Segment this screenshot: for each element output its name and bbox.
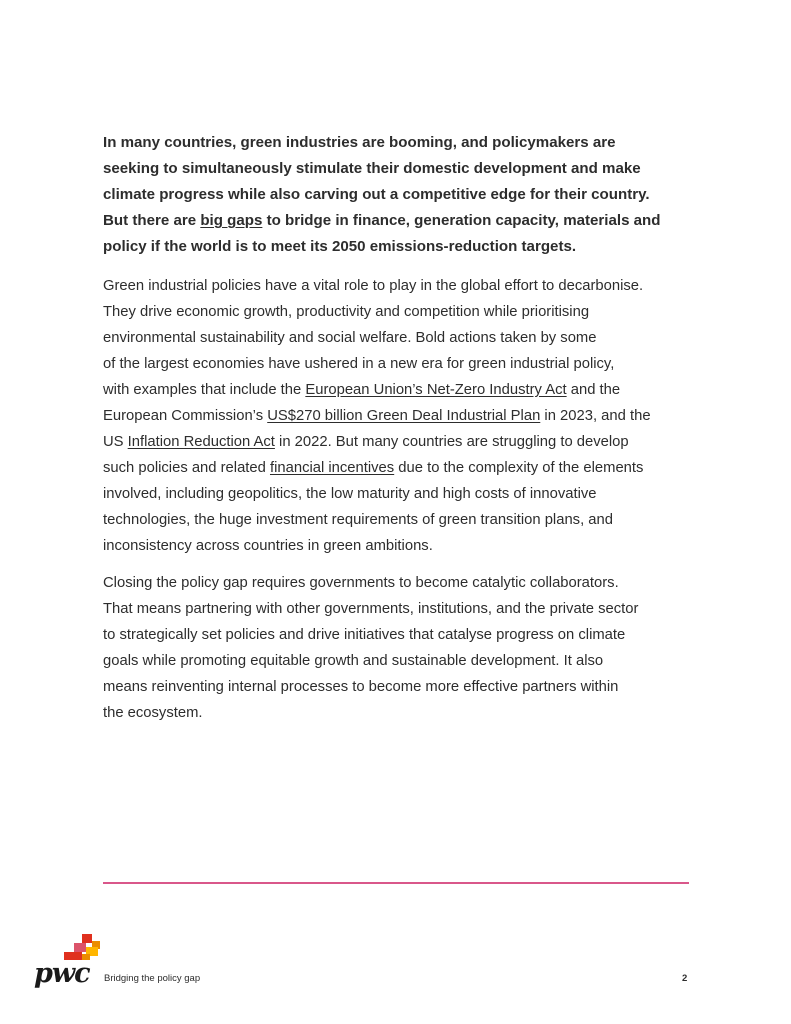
body-line: involved, including geopolitics, the low maturity and high costs of innovative bbox=[103, 486, 597, 502]
body-text: with examples that include the bbox=[103, 382, 306, 398]
body-line bbox=[103, 403, 703, 429]
pwc-wordmark: pwc bbox=[34, 958, 90, 989]
logo-block-icon bbox=[82, 934, 92, 943]
body-text: in 2022. But many countries are struggling to develop bbox=[274, 434, 629, 450]
body-text: US bbox=[103, 434, 128, 450]
intro-line bbox=[103, 208, 703, 234]
intro-text: But there are bbox=[103, 212, 201, 229]
intro-line: seeking to simultaneously stimulate their domestic development and make bbox=[103, 160, 641, 177]
intro-text: to bridge in finance, generation capacity, materials and bbox=[262, 212, 661, 229]
body-line: goals while promoting equitable growth and sustainable development. It also bbox=[103, 653, 604, 669]
body-text: and the bbox=[566, 382, 621, 398]
logo-block-icon bbox=[74, 943, 86, 952]
body-line: of the largest economies have ushered in a new era for green industrial policy, bbox=[103, 356, 615, 372]
financial-incentives-link[interactable]: financial incentives bbox=[269, 460, 395, 476]
body-paragraph-1 bbox=[103, 273, 703, 559]
intro-line: climate progress while also carving out a competitive edge for their country. bbox=[103, 186, 650, 203]
inflation-reduction-act-link[interactable]: Inflation Reduction Act bbox=[127, 434, 275, 450]
body-line: Green industrial policies have a vital role to play in the global effort to decarbonise. bbox=[103, 278, 644, 294]
body-line: means reinventing internal processes to become more effective partners within bbox=[103, 679, 619, 695]
body-text: due to the complexity of the elements bbox=[394, 460, 644, 476]
body-line: to strategically set policies and drive initiatives that catalyse progress on climate bbox=[103, 627, 626, 643]
body-line: environmental sustainability and social welfare. Bold actions taken by some bbox=[103, 330, 597, 346]
body-line: That means partnering with other governments, institutions, and the private sector bbox=[103, 601, 639, 617]
intro-line: policy if the world is to meet its 2050 emissions-reduction targets. bbox=[103, 238, 577, 255]
body-paragraph-2 bbox=[103, 570, 703, 726]
body-text: such policies and related bbox=[103, 460, 270, 476]
body-line: Closing the policy gap requires governments to become catalytic collaborators. bbox=[103, 575, 619, 591]
body-line bbox=[103, 377, 703, 403]
net-zero-industry-act-link[interactable]: European Union’s Net-Zero Industry Act bbox=[305, 382, 567, 398]
body-line: technologies, the huge investment requirements of green transition plans, and bbox=[103, 512, 613, 528]
footer-document-title: Bridging the policy gap bbox=[104, 973, 201, 984]
big-gaps-link[interactable]: big gaps bbox=[200, 212, 263, 229]
body-content bbox=[103, 130, 703, 726]
body-line: inconsistency across countries in green ambitions. bbox=[103, 538, 433, 554]
footer-divider bbox=[103, 882, 689, 884]
pwc-logo-icon bbox=[64, 934, 104, 960]
body-line: the ecosystem. bbox=[103, 705, 203, 721]
green-deal-industrial-plan-link[interactable]: US$270 billion Green Deal Industrial Plan bbox=[267, 408, 541, 424]
intro-line: In many countries, green industries are booming, and policymakers are bbox=[103, 134, 616, 151]
intro-paragraph bbox=[103, 130, 703, 260]
body-text: European Commission’s bbox=[103, 408, 268, 424]
body-line bbox=[103, 455, 703, 481]
body-line bbox=[103, 429, 703, 455]
body-text: in 2023, and the bbox=[540, 408, 651, 424]
page-number: 2 bbox=[682, 973, 688, 984]
body-line: They drive economic growth, productivity and competition while prioritising bbox=[103, 304, 590, 320]
